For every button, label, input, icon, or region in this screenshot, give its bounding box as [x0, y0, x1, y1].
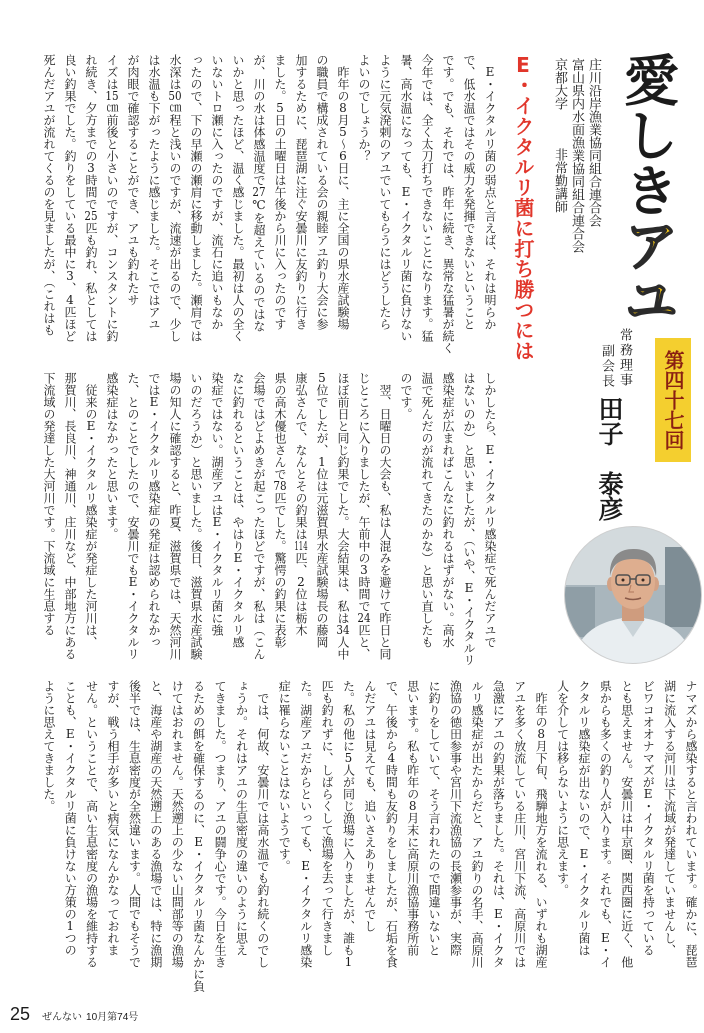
text-line: た。湖産アユだからといっても、E・イクタルリ感染	[298, 680, 313, 968]
text-line: 場の知人に確認すると、昨夏、滋賀県では、天然河川	[168, 372, 182, 660]
text-line: と、海産や湖産の天然遡上のある漁場では、特に漁期	[148, 680, 163, 968]
text-line: ではE・イクタルリ感染症の発症は認められなかっ	[147, 372, 161, 648]
text-line: 那賀川、長良川、神通川、庄川など、中部地方にある	[63, 372, 77, 660]
text-line: で、低水温ではその威力を発揮できないということ	[462, 54, 476, 330]
text-line: 水深は50㎝程と浅いのですが、流速が出るので、少し	[168, 54, 182, 342]
text-line: た。私の他に5人が同じ漁場に入りましたが、誰も1	[341, 680, 356, 968]
text-line: では、何故、安曇川では高水温でも釣れ続くのでし	[255, 680, 270, 968]
text-line: は水温も下がったように感じました。そこではアユ	[147, 54, 161, 330]
text-line: ことも、E・イクタルリ菌に負けない方策の1つの	[63, 680, 78, 956]
page-number: 25	[10, 1004, 31, 1024]
text-line: 下流域の発達した大河川です。下流域に生息する	[42, 372, 56, 636]
text-line: んだアユは見えても、追いさえありませんでし	[362, 680, 377, 932]
text-line: ルリ感染症が出たからだと、アユ釣りの名手、高原川	[469, 680, 484, 968]
text-line: なに釣れるということは、やはりE・イクタルリ感	[231, 372, 245, 648]
text-line: 康弘さんで、なんとその釣果は114匹、2位は栃木	[294, 372, 308, 636]
author-role-2: 副会長	[599, 344, 614, 389]
text-line: のです。	[399, 372, 413, 420]
face	[611, 555, 655, 609]
article-title: E・イクタルリ菌に打ち勝つには	[511, 55, 535, 361]
text-line: いかと思ったほど、温く感じました。最初は人の全く	[231, 54, 245, 342]
text-line: 県からも多くの釣り人が入ります。それでも、E・イ	[598, 680, 613, 968]
text-line: るための餌を確保するのに、E・イクタルリ菌なんかに負	[191, 680, 206, 992]
text-line: 死んだアユが流れてくるのを見ましたが、（これはも	[42, 54, 56, 336]
text-line: 染症ではない。湖産アユはE・イクタルリ菌に強	[210, 372, 224, 636]
text-line: 感染症が広まればこんなに釣れるはずがない。高水	[441, 372, 455, 648]
magazine-name: ぜんない	[42, 1012, 83, 1023]
text-line: てきました。つまり、アユの闘争心です。今日を生き	[213, 680, 228, 968]
text-line: イズは15㎝前後と小さいのですが、コンスタントに釣	[105, 54, 119, 342]
text-line: いのだろうか）と思いました。後日、滋賀県水産試験	[189, 372, 203, 660]
text-line: 加するために、琵琶湖に注ぐ安曇川に友釣りに行き	[294, 54, 308, 330]
text-line: 漁協の徳田参事や宮川下流漁協の長瀬参事が、実際	[448, 680, 463, 956]
text-line: の職員で構成されている会の親睦アユ釣り大会に参	[315, 54, 329, 330]
text-line: アユを多く放流している庄川、宮川下流、高原川では	[512, 680, 527, 968]
text-line: です。でも、それでは、昨年に続き、異常な猛暑が続く	[441, 54, 455, 354]
series-title-accent: アユ	[615, 217, 680, 327]
text-line: 暑、高水温になっても、E・イクタルリ菌に負けない	[399, 54, 413, 342]
text-line: しかしたら、E・イクタルリ感染症で死んだアユで	[483, 372, 497, 648]
text-line: ナマズから感染すると言われています。確かに、琵琶	[684, 680, 698, 968]
text-line: ったので、下の早瀬の瀬肩に移動しました。瀬肩では	[189, 54, 203, 342]
text-line: で、午後から4時間も友釣りをしましたが、石垢を食	[384, 680, 399, 968]
article-text-upper	[38, 54, 500, 366]
text-line: よいのでしょうか？	[357, 54, 371, 162]
text-line: ょうか。それはアユの生息密度の違いのように思え	[234, 680, 249, 956]
text-line: た、とのことでしたので、安曇川でもE・イクタルリ	[126, 372, 140, 660]
text-line: ビワコオオナマズがE・イクタルリ菌を持っている	[641, 680, 656, 956]
text-line: 後半では、生息密度が全然違います。人間でもそうで	[127, 680, 142, 968]
text-line: 急激にアユの釣果が落ちました。それは、E・イクタ	[491, 680, 506, 968]
series-title-main: 愛しき	[615, 52, 680, 217]
text-line: ました。5日の土曜日は午後から川に入ったのです	[273, 54, 287, 330]
text-line: 症に罹らないことはないようです。	[277, 680, 292, 872]
text-line: いないトロ瀬に入ったのですが、流石に追いもなか	[210, 54, 224, 330]
author-role-1: 常務理事	[617, 328, 632, 388]
text-line: はないのか）と思いましたが、（いや、E・イクタルリ	[462, 372, 476, 666]
text-line: 従来のE・イクタルリ感染症が発症した河川は、	[84, 372, 98, 648]
text-line: 今年では、全く太刀打ちできないことになります。猛	[420, 54, 434, 342]
text-line: E・イクタルリ菌の弱点と言えば、それは明らか	[483, 66, 497, 330]
text-line: れ続き、夕方までの3時間で25匹も釣れ、私としては	[84, 54, 98, 342]
text-line: 5位でしたが、1位は元滋賀県水産試験場長の藤岡	[315, 372, 329, 648]
text-line: 湖に流入する河川は下流域が発達していませんし、	[662, 680, 677, 956]
text-line: ほぼ前日と同じ釣果でした。大会結果は、私は34人中	[336, 372, 350, 660]
author-role-3: 非常勤講師	[552, 148, 567, 213]
text-line: じところに入りましたが、午前中の3時間で24匹と、	[357, 372, 371, 660]
article-text-middle	[38, 372, 500, 674]
series-title	[611, 52, 683, 336]
text-line: が、川の水は体感温度で27℃を超えているのではな	[252, 54, 266, 332]
text-line: ように元気溌剌のアユでいてもらうにはどうしたら	[378, 54, 392, 330]
text-line: 人を介しては移らないように思えます。	[555, 680, 570, 896]
article-text-lower	[36, 680, 701, 998]
author-affiliation-2: 富山県内水面漁業協同組合連合会	[569, 58, 584, 253]
text-line: 感染症はなかったと思います。	[105, 372, 119, 540]
text-line: クタルリ感染症が出ないので、E・イクタルリ菌は	[576, 680, 591, 956]
author-portrait-image	[565, 527, 701, 663]
text-line: 昨年の8月5～6日に、主に全国の県水産試験場	[336, 54, 350, 330]
author-affiliation-3	[551, 58, 568, 258]
text-line: 会場ではどよめきが起こったほどですが、私は（こん	[252, 372, 266, 660]
episode-badge: 第四十七回	[655, 338, 691, 462]
text-line: 良い釣果でした。釣りをしている最中に3、4匹ほど	[63, 54, 77, 342]
text-line: 匹も釣れずに、しばらくして漁場を去って行きまし	[320, 680, 335, 956]
author-affiliation-3-org: 京都大学	[552, 58, 567, 110]
text-line: 昨年の8月下旬、飛騨地方を流れる、いずれも湖産	[534, 680, 549, 968]
text-line: せん。ということで、高い生息密度の漁場を維持する	[84, 680, 99, 968]
author-affiliation-1: 庄川沿岸漁業協同組合連合会	[586, 58, 601, 227]
page-footer	[10, 1004, 310, 1028]
author-name: 田子 泰彦	[595, 396, 624, 521]
text-line: とも思えません。安曇川は中京圏、関西圏に近く、他	[619, 680, 634, 968]
text-line: 温で死んだのが流れてきたのかな）と思い直したも	[420, 372, 434, 648]
text-line: ように思えてきました。	[41, 680, 56, 812]
issue-label: 10月第74号	[86, 1012, 139, 1023]
text-line: 翌、日曜日の大会も、私は人混みを避けて昨日と同	[378, 372, 392, 660]
text-line: 県の高木優也さんで78匹でした。驚愕の釣果に表彰	[273, 372, 287, 648]
author-photo	[565, 527, 701, 663]
text-line: が肉眼で確認することができ、アユも釣れたサ	[126, 54, 140, 306]
text-line: 思います。私も昨年の8月末に高原川漁協事務所前	[405, 680, 420, 956]
text-line: に釣りをしていて、そう言われたので間違いないと	[427, 680, 442, 956]
text-line: すが、戦う相手が多いと病気になんかなっておれま	[106, 680, 121, 956]
text-line: けてはおれません。天然遡上の少ない山間部等の漁場	[170, 680, 185, 968]
